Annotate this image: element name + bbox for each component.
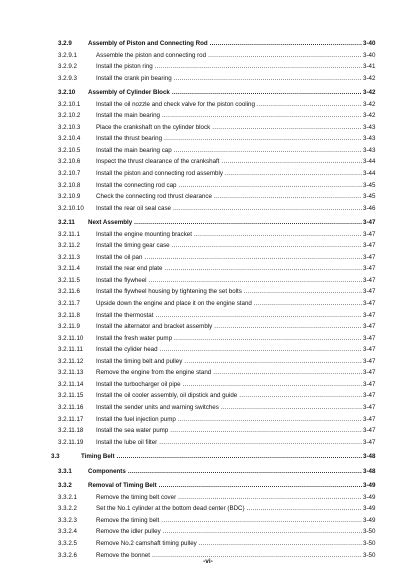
toc-entry-title: Install the fresh water pump ..... xyxy=(96,333,362,345)
toc-entry-title: Install the piston and connecting rod assembly ..... xyxy=(96,168,362,180)
toc-entry-number: 3.2.11.14 xyxy=(58,380,84,388)
toc-entry-number: 3.2.9.1 xyxy=(58,51,77,59)
toc-entry-title: Install the main bearing cap ..... xyxy=(96,145,362,157)
toc-entry-page: 3-42 xyxy=(363,112,376,120)
toc-entry[interactable] xyxy=(0,451,416,463)
toc-entry-number: 3.2.11.11 xyxy=(58,346,83,354)
toc-entry[interactable] xyxy=(0,110,416,122)
toc-entry-title: Install the thermostat ..... xyxy=(96,310,362,322)
toc-entry-number: 3.2.11.6 xyxy=(58,288,80,296)
toc-entry-title: Set the No.1 cylinder at the bottom dead center (BDC) ..... xyxy=(96,503,362,515)
toc-entry-title: Remove the timing belt cover ..... xyxy=(96,492,362,504)
toc-entry-page: 3-41 xyxy=(363,63,376,71)
toc-entry-title: Install the cylider head ..... xyxy=(96,344,362,356)
toc-entry-page: 3-47 xyxy=(363,357,376,365)
toc-entry[interactable] xyxy=(0,379,416,391)
toc-entry[interactable] xyxy=(0,402,416,414)
toc-entry-number: 3.2.11.2 xyxy=(58,242,80,250)
toc-entry[interactable] xyxy=(0,298,416,310)
toc-entry-page: 3-43 xyxy=(363,123,376,131)
toc-entry-number: 3.2.11.19 xyxy=(58,438,84,446)
toc-entry[interactable] xyxy=(0,191,416,203)
toc-entry[interactable] xyxy=(0,38,416,50)
toc-entry-title: Install the rear end plate ..... xyxy=(96,263,362,275)
toc-entry[interactable] xyxy=(0,180,416,192)
toc-entry-number: 3.3.2.2 xyxy=(58,505,77,513)
toc-entry-page: 3-47 xyxy=(363,265,376,273)
toc-entry-title: Install the sender units and warning switches ..... xyxy=(96,402,362,414)
toc-entry-number: 3.2.11.16 xyxy=(58,403,84,411)
toc-entry[interactable] xyxy=(0,321,416,333)
toc-entry-number: 3.3.2.1 xyxy=(58,493,77,501)
toc-entry-page: 3-42 xyxy=(363,89,376,97)
toc-entry-number: 3.2.11.17 xyxy=(58,415,84,423)
toc-entry[interactable] xyxy=(0,61,416,73)
toc-entry-number: 3.2.11.10 xyxy=(58,334,84,342)
toc-entry-number: 3.2.10.9 xyxy=(58,193,81,201)
toc-entry-page: 3-40 xyxy=(363,40,376,47)
toc-entry-number: 3.3.2 xyxy=(58,482,72,490)
toc-entry-page: 3-47 xyxy=(363,288,376,296)
toc-entry[interactable] xyxy=(0,203,416,215)
toc-entry[interactable] xyxy=(0,367,416,379)
toc-entry[interactable] xyxy=(0,356,416,368)
toc-entry-title: Removal of Timing Belt ..... xyxy=(88,480,362,492)
toc-entry[interactable] xyxy=(0,503,416,515)
toc-entry-title: Install the flywheel ..... xyxy=(96,275,362,287)
toc-entry-page: 3-47 xyxy=(363,230,376,238)
toc-entry-title: Install the engine mounting bracket ..... xyxy=(96,229,362,241)
toc-entry-number: 3.2.10.8 xyxy=(58,181,81,189)
toc-entry[interactable] xyxy=(0,133,416,145)
toc-entry-page: 3-44 xyxy=(363,158,376,166)
toc-entry[interactable] xyxy=(0,310,416,322)
toc-entry-title: Remove the engine from the engine stand ..... xyxy=(96,367,362,379)
toc-entry-number: 3.2.10.7 xyxy=(58,170,81,178)
toc-entry-page: 3-47 xyxy=(363,276,376,284)
toc-entry-page: 3-42 xyxy=(363,100,376,108)
toc-entry[interactable] xyxy=(0,122,416,134)
toc-entry-page: 3-47 xyxy=(363,253,376,261)
toc-entry-title: Install the thrust bearing ..... xyxy=(96,133,362,145)
toc-entry-number: 3.2.10.5 xyxy=(58,146,81,154)
toc-entry[interactable] xyxy=(0,156,416,168)
toc-entry-title: Install the piston ring ..... xyxy=(96,61,362,73)
toc-entry-number: 3.2.10.6 xyxy=(58,158,81,166)
toc-entry-number: 3.2.11.8 xyxy=(58,311,80,319)
toc-entry-number: 3.3.2.4 xyxy=(58,528,77,536)
toc-entry-page: 3-49 xyxy=(363,482,376,490)
toc-entry-number: 3.2.11.5 xyxy=(58,276,80,284)
toc-entry-number: 3.2.10.2 xyxy=(58,112,81,120)
toc-entry-number: 3.2.11.13 xyxy=(58,369,84,377)
page-number: -vi- xyxy=(203,558,213,565)
toc-entry-title: Remove the timing belt ..... xyxy=(96,515,362,527)
toc-entry-page: 3-50 xyxy=(363,528,376,536)
toc-entry-page: 3-47 xyxy=(363,403,376,411)
toc-entry-page: 3-45 xyxy=(363,193,376,201)
toc-entry[interactable] xyxy=(0,252,416,264)
toc-entry[interactable] xyxy=(0,99,416,111)
toc-entry-number: 3.2.11.7 xyxy=(58,300,80,308)
toc-entry-page: 3-49 xyxy=(363,505,376,513)
toc-entry-page: 3-47 xyxy=(363,219,376,227)
toc-entry-number: 3.2.9 xyxy=(58,40,72,47)
toc-entry[interactable] xyxy=(0,229,416,241)
toc-entry[interactable] xyxy=(0,344,416,356)
toc-entry-number: 3.3.1 xyxy=(58,467,72,475)
toc-entry-number: 3.2.11.12 xyxy=(58,357,84,365)
toc-entry-title: Install the oil pan ..... xyxy=(96,252,362,264)
toc-entry-number: 3.3.2.5 xyxy=(58,539,77,547)
toc-entry-title: Install the crank pin bearing ..... xyxy=(96,73,362,85)
toc-entry-title: Inspect the thrust clearance of the crankshaft ..... xyxy=(96,156,362,168)
toc-entry-title: Upside down the engine and place it on the engine stand ..... xyxy=(96,298,362,310)
toc-entry[interactable] xyxy=(0,526,416,538)
toc-entry-page: 3-47 xyxy=(363,334,376,342)
toc-entry[interactable] xyxy=(0,492,416,504)
toc-entry[interactable] xyxy=(0,168,416,180)
toc-entry-title: Install the fuel injection pump ..... xyxy=(96,414,362,426)
toc-entry[interactable] xyxy=(0,425,416,437)
toc-entry-number: 3.2.9.3 xyxy=(58,74,77,82)
toc-entry[interactable] xyxy=(0,73,416,85)
toc-entry-page: 3-47 xyxy=(363,346,376,354)
toc-entry[interactable] xyxy=(0,437,416,449)
toc-entry-title: Next Assembly ..... xyxy=(88,217,362,229)
toc-entry-number: 3.2.11.15 xyxy=(58,392,84,400)
toc-entry[interactable] xyxy=(0,333,416,345)
toc-entry-page: 3-47 xyxy=(363,415,376,423)
toc-entry-title: Assembly of Cylinder Block ..... xyxy=(88,87,362,99)
toc-entry-title: Install the sea water pump ..... xyxy=(96,425,362,437)
table-of-contents xyxy=(0,38,416,561)
toc-entry[interactable] xyxy=(0,538,416,550)
toc-entry-page: 3-42 xyxy=(363,74,376,82)
toc-entry-page: 3-49 xyxy=(363,516,376,524)
toc-entry-page: 3-47 xyxy=(363,311,376,319)
toc-entry-title: Install the timing belt and pulley ..... xyxy=(96,356,362,368)
toc-entry-number: 3.2.10.10 xyxy=(58,204,84,212)
toc-entry[interactable] xyxy=(0,480,416,492)
toc-entry-page: 3-44 xyxy=(363,170,376,178)
toc-entry-title: Assemble the piston and connecting rod ..... xyxy=(96,50,362,62)
toc-entry-page: 3-47 xyxy=(363,427,376,435)
toc-entry-page: 3-49 xyxy=(363,493,376,501)
toc-entry[interactable] xyxy=(0,286,416,298)
toc-entry[interactable] xyxy=(0,466,416,478)
toc-entry-page: 3-47 xyxy=(363,380,376,388)
toc-entry-title: Remove No.2 camshaft timing pulley ..... xyxy=(96,538,362,550)
toc-entry-title: Install the oil nozzle and check valve for the piston cooling ..... xyxy=(96,99,362,111)
toc-entry-number: 3.2.10.1 xyxy=(58,100,81,108)
toc-entry-page: 3-48 xyxy=(363,453,376,461)
toc-entry-page: 3-46 xyxy=(363,204,376,212)
toc-entry-title: Install the connecting rod cap ..... xyxy=(96,180,362,192)
toc-entry-page: 3-43 xyxy=(363,146,376,154)
toc-entry[interactable] xyxy=(0,217,416,229)
toc-entry-number: 3.2.11.1 xyxy=(58,230,80,238)
toc-entry[interactable] xyxy=(0,145,416,157)
toc-entry-number: 3.3 xyxy=(51,453,60,461)
toc-entry-page: 3-47 xyxy=(363,242,376,250)
toc-entry[interactable] xyxy=(0,275,416,287)
toc-entry-title: Install the oil cooler assembly, oil dipstick and guide ..... xyxy=(96,390,362,402)
toc-entry-number: 3.2.11.4 xyxy=(58,265,80,273)
toc-entry-number: 3.2.9.2 xyxy=(58,63,77,71)
toc-entry-number: 3.2.10.4 xyxy=(58,135,81,143)
toc-entry-title: Place the crankshaft on the cylinder block ..... xyxy=(96,122,362,134)
toc-entry-page: 3-47 xyxy=(363,323,376,331)
toc-entry-title: Remove the bonnet ..... xyxy=(96,550,362,562)
toc-entry[interactable] xyxy=(0,50,416,62)
toc-entry-page: 3-45 xyxy=(363,181,376,189)
toc-entry-title: Components ..... xyxy=(88,466,362,478)
toc-entry-page: 3-48 xyxy=(363,467,376,475)
toc-entry[interactable] xyxy=(0,414,416,426)
toc-entry-title: Install the alternator and bracket assembly ..... xyxy=(96,321,362,333)
toc-entry-page: 3-43 xyxy=(363,135,376,143)
toc-entry-title: Remove the idler pulley ..... xyxy=(96,526,362,538)
toc-entry-title: Install the main bearing ..... xyxy=(96,110,362,122)
toc-entry-title: Install the timing gear case ..... xyxy=(96,240,362,252)
toc-entry-number: 3.2.11.3 xyxy=(58,253,80,261)
toc-entry-title: Install the turbocharger oil pipe ..... xyxy=(96,379,362,391)
toc-entry-title: Assembly of Piston and Connecting Rod ..... xyxy=(88,38,362,50)
toc-entry-title: Install the rear oil seal case ..... xyxy=(96,203,362,215)
toc-entry-title: Timing Belt ..... xyxy=(81,451,362,463)
toc-entry-page: 3-47 xyxy=(363,369,376,377)
toc-entry-page: 3-47 xyxy=(363,392,376,400)
toc-entry-page: 3-47 xyxy=(363,438,376,446)
toc-entry[interactable] xyxy=(0,263,416,275)
toc-entry-title: Install the lube oil filter ..... xyxy=(96,437,362,449)
toc-entry-page: 3-40 xyxy=(363,51,376,59)
toc-entry-title: Check the connecting rod thrust clearance ..... xyxy=(96,191,362,203)
toc-entry-number: 3.3.2.6 xyxy=(58,551,77,559)
toc-entry-number: 3.2.11.18 xyxy=(58,427,84,435)
toc-entry[interactable] xyxy=(0,240,416,252)
toc-entry-title: Install the flywheel housing by tightening the set bolts ..... xyxy=(96,286,362,298)
toc-entry[interactable] xyxy=(0,390,416,402)
toc-entry-number: 3.2.11 xyxy=(58,219,75,227)
toc-entry-number: 3.3.2.3 xyxy=(58,516,77,524)
toc-entry-page: 3-50 xyxy=(363,539,376,547)
toc-entry-number: 3.2.10.3 xyxy=(58,123,81,131)
toc-entry[interactable] xyxy=(0,515,416,527)
toc-entry-number: 3.2.10 xyxy=(58,89,76,97)
toc-entry-page: 3-50 xyxy=(363,551,376,559)
toc-entry[interactable] xyxy=(0,87,416,99)
toc-entry-page: 3-47 xyxy=(363,300,376,308)
toc-entry-number: 3.2.11.9 xyxy=(58,323,80,331)
